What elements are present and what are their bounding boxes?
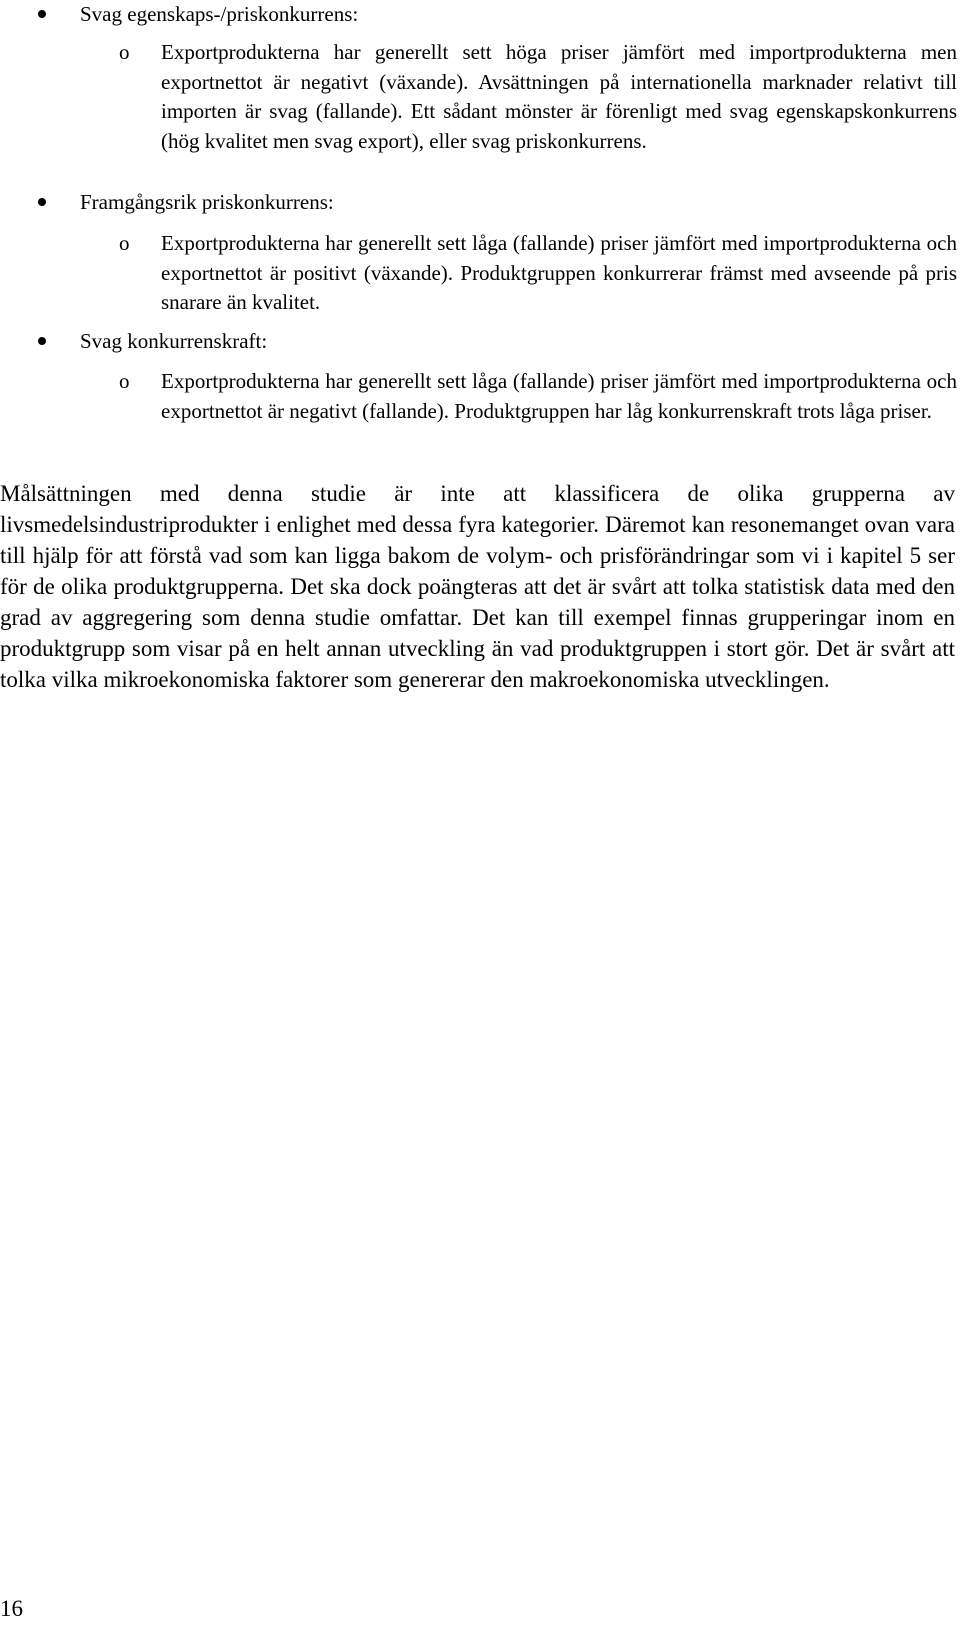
sub-bullet-marker: o — [119, 369, 130, 393]
sub-bullet-text: Exportprodukterna har generellt sett låga (fallande) priser jämfört med importprodukterna och exportnettot är positivt (växande). Produktgruppen konkurrerar främst med avseende på pris snarare än kvalitet. — [161, 231, 957, 314]
body-paragraph: Målsättningen med denna studie är inte att klassificera de olika grupperna av livsmedelsindustriprodukter i enlighet med dessa fyra kategorier. Däremot kan resonemanget ovan vara till hjälp för att förstå vad som kan ligga bakom de volym- och prisförändringar som vi i kapitel 5 ser för de olika produktgrupperna. Det ska dock poängteras att det är svårt att tolka statistisk data med den grad av aggregering som denna studie omfattar. Det kan till exempel finnas grupperingar inom en produktgrupp som visar på en helt annan utveckling än vad produktgruppen i stort gör. Det är svårt att tolka vilka mikroekonomiska faktorer som genererar den makroekonomiska utvecklingen. — [0, 481, 955, 692]
sub-bullet-marker: o — [119, 40, 130, 64]
sub-bullet-text: Exportprodukterna har generellt sett höga priser jämfört med importprodukterna men exportnettot är negativt (växande). Avsättningen på internationella marknader relativt till importen är svag (fallande). Ett sådant mönster är förenligt med svag egenskapskonkurrens (hög kvalitet men svag export), eller svag priskonkurrens. — [161, 40, 957, 153]
sub-bullet-text: Exportprodukterna har generellt sett låga (fallande) priser jämfört med importprodukterna och exportnettot är negativt (fallande). Produktgruppen har låg konkurrenskraft trots låga priser. — [161, 369, 957, 423]
page-number: 16 — [0, 1596, 23, 1621]
sub-bullet-marker: o — [119, 231, 130, 255]
bullet-icon — [38, 337, 46, 345]
bullet-icon — [38, 198, 46, 206]
bullet-title: Framgångsrik priskonkurrens: — [80, 190, 334, 214]
bullet-title: Svag egenskaps-/priskonkurrens: — [80, 2, 359, 26]
bullet-title: Svag konkurrenskraft: — [80, 329, 268, 353]
bullet-icon — [38, 10, 46, 18]
